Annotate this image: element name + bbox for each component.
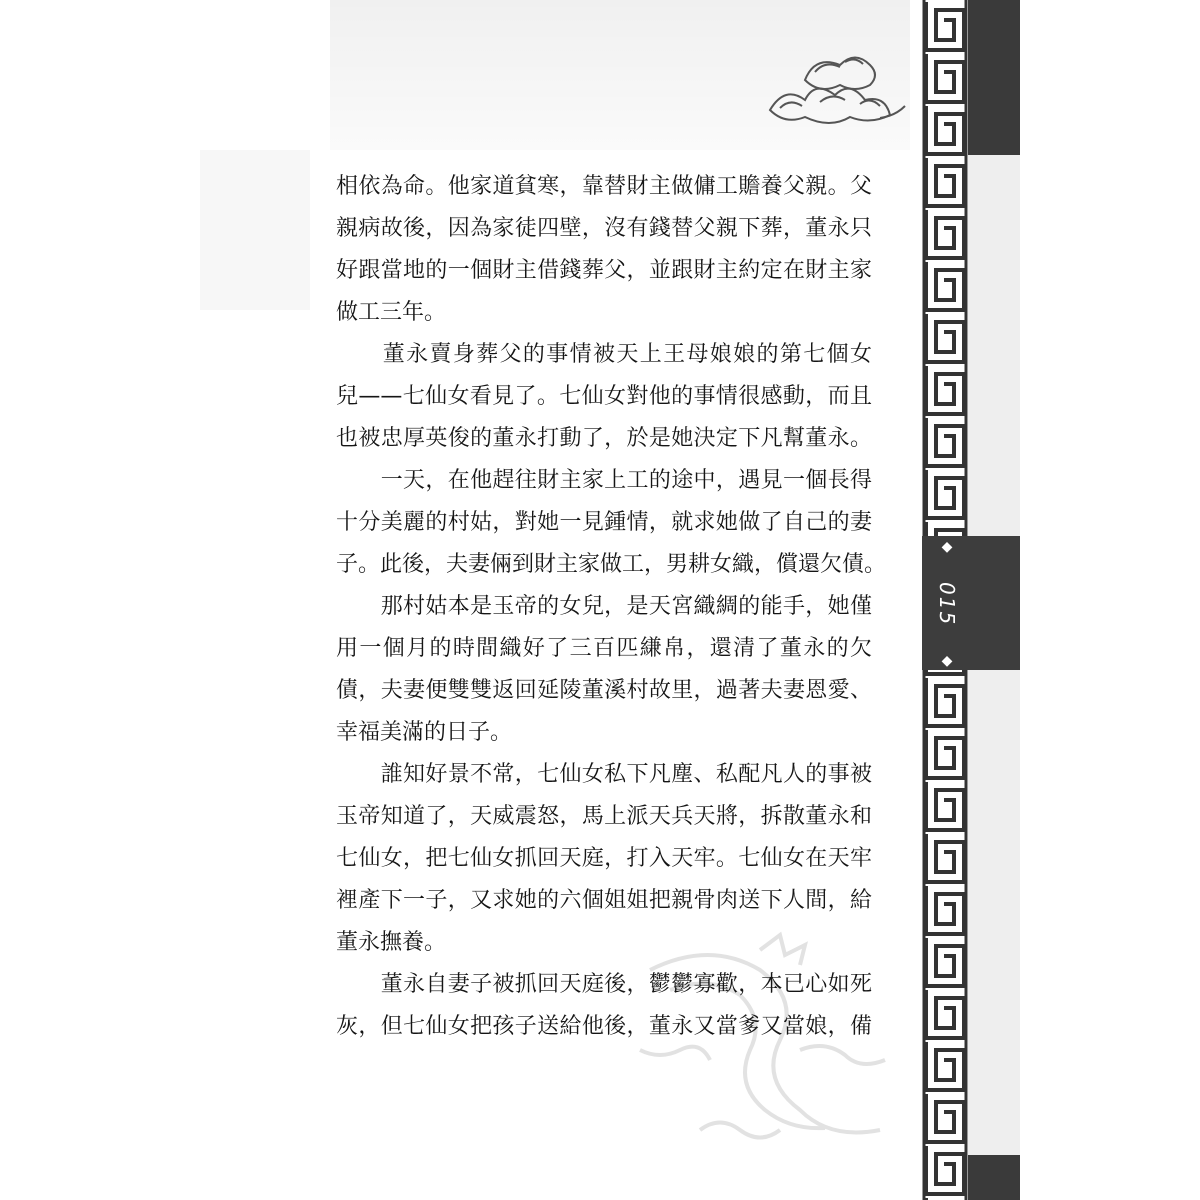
paragraph [336, 754, 872, 964]
text-line: 那村姑本是玉帝的女兒，是天宮織綢的能手，她僅 [336, 594, 872, 619]
bleed-through-margin [200, 150, 310, 310]
text-line: 相依為命。他家道貧寒，靠替財主做傭工贍養父親。父 [336, 174, 872, 199]
text-line: 親病故後，因為家徒四壁，沒有錢替父親下葬，董永只 [336, 216, 872, 241]
text-line: 灰，但七仙女把孩子送給他後，董永又當爹又當娘，備 [336, 1014, 872, 1039]
text-line: 七仙女，把七仙女抓回天庭，打入天牢。七仙女在天牢 [336, 846, 872, 871]
paragraph [336, 586, 872, 754]
text-line: 兒——七仙女看見了。七仙女對他的事情很感動，而且 [336, 384, 872, 409]
text-line: 子。此後，夫妻倆到財主家做工，男耕女織，償還欠債。 [336, 552, 887, 577]
paragraph [336, 334, 872, 460]
edge-tab-light [968, 155, 1020, 536]
text-line: 誰知好景不常，七仙女私下凡塵、私配凡人的事被 [336, 762, 872, 787]
diamond-icon: ◆ [941, 539, 953, 555]
text-line: 一天，在他趕往財主家上工的途中，遇見一個長得 [336, 468, 872, 493]
text-line: 也被忠厚英俊的董永打動了，於是她決定下凡幫董永。 [336, 426, 872, 451]
text-line: 十分美麗的村姑，對她一見鍾情，就求她做了自己的妻 [336, 510, 872, 535]
paragraph [336, 964, 872, 1048]
text-line: 好跟當地的一個財主借錢葬父，並跟財主約定在財主家 [336, 258, 872, 283]
edge-tab-top [968, 0, 1020, 155]
text-line: 董永賣身葬父的事情被天上王母娘娘的第七個女 [336, 342, 872, 367]
paragraph [336, 166, 872, 334]
cloud-ornament-icon [760, 40, 910, 135]
text-line: 用一個月的時間織好了三百匹縑帛，還清了董永的欠 [336, 636, 872, 661]
text-line: 董永自妻子被抓回天庭後，鬱鬱寡歡，本已心如死 [336, 972, 872, 997]
text-line: 幸福美滿的日子。 [336, 720, 513, 745]
text-line: 裡產下一子，又求她的六個姐姐把親骨肉送下人間，給 [336, 888, 872, 913]
edge-tab-bottom [968, 1155, 1020, 1200]
text-line: 玉帝知道了，天威震怒，馬上派天兵天將，拆散董永和 [336, 804, 872, 829]
edge-tab-light [968, 670, 1020, 1155]
text-line: 董永撫養。 [336, 930, 447, 955]
page-number-area [922, 540, 972, 668]
diamond-icon: ◆ [941, 653, 953, 669]
text-line: 債，夫妻便雙雙返回延陵董溪村故里，過著夫妻恩愛、 [336, 678, 872, 703]
paragraph [336, 460, 887, 586]
page-number: 015 [935, 581, 959, 627]
text-line: 做工三年。 [336, 300, 447, 325]
body-text [336, 166, 887, 1048]
